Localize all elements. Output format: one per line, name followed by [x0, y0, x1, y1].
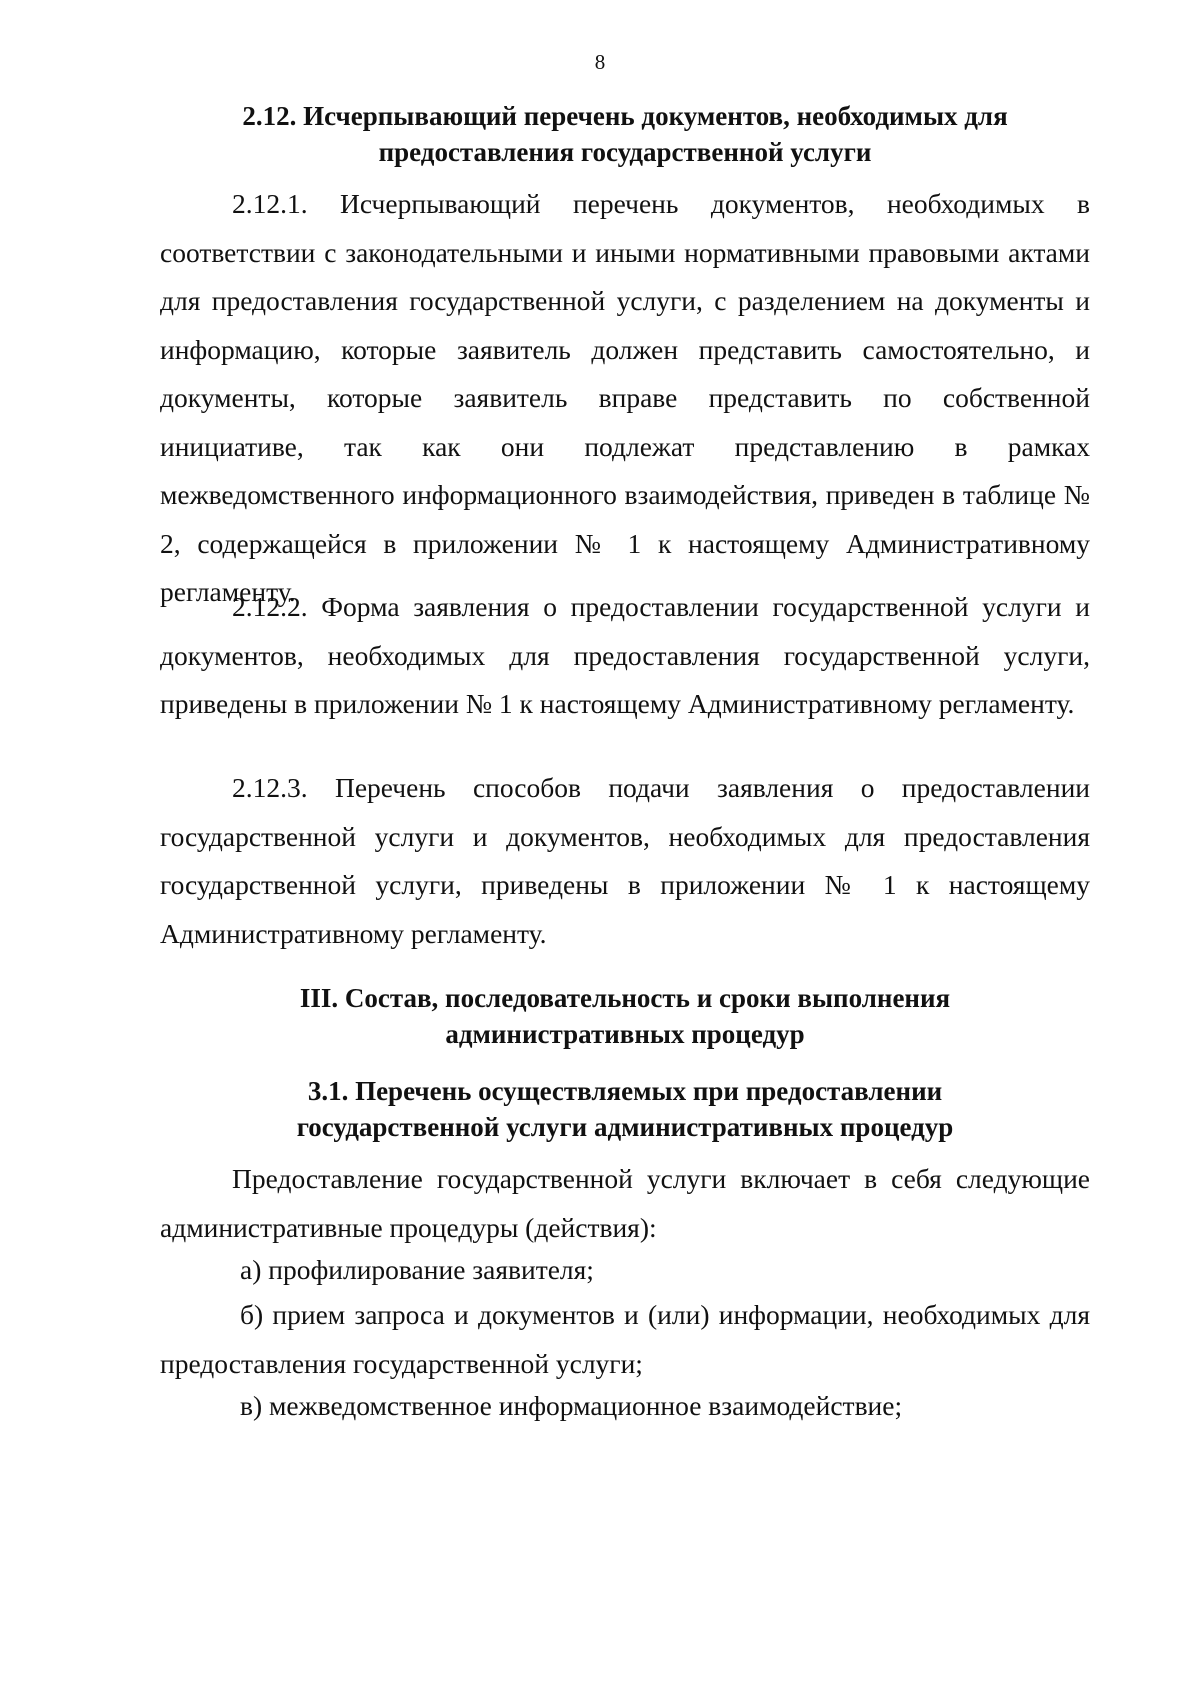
heading-line: государственной услуги административных процедур — [296, 1112, 954, 1142]
heading-line: предоставления государственной услуги — [378, 137, 872, 167]
section-3-1-heading — [160, 1073, 1090, 1145]
heading-line: административных процедур — [445, 1019, 805, 1049]
list-item: а) профилирование заявителя; — [240, 1254, 594, 1285]
paragraph-2-12-3: 2.12.3. Перечень способов подачи заявления о предоставлении государственной услуги и документов, необходимых для предоставления государственной услуги, приведены в приложении № 1 к настоящему Административному регламенту. — [160, 772, 1090, 949]
heading-line: 3.1. Перечень осуществляемых при предоставлении — [307, 1076, 943, 1106]
section-2-12-heading — [160, 98, 1090, 170]
page-number: 8 — [594, 50, 606, 74]
paragraph-2-12-2: 2.12.2. Форма заявления о предоставлении государственной услуги и документов, необходимых для предоставления государственной услуги, приведены в приложении № 1 к настоящему Административному регламенту. — [160, 591, 1090, 719]
list-item: б) прием запроса и документов и (или) информации, необходимых для предоставления государственной услуги; — [160, 1299, 1090, 1379]
list-item: в) межведомственное информационное взаимодействие; — [240, 1390, 903, 1421]
section-3-heading — [160, 980, 1090, 1052]
heading-line: III. Состав, последовательность и сроки выполнения — [299, 983, 951, 1013]
heading-line: 2.12. Исчерпывающий перечень документов, необходимых для — [242, 101, 1008, 131]
paragraph-3-1-intro: Предоставление государственной услуги включает в себя следующие административные процедуры (действия): — [160, 1163, 1090, 1243]
paragraph-2-12-1: 2.12.1. Исчерпывающий перечень документов, необходимых в соответствии с законодательными и иными нормативными правовыми актами для предоставления государственной услуги, с разделением на документы и информацию, которые заявитель должен представить самостоятельно, и документы, которые заявитель вправе представить по собственной инициативе, так как они подлежат представлению в рамках межведомственного информационного взаимодействия, приведен в таблице № 2, содержащейся в приложении № 1 к настоящему Административному регламенту. — [160, 188, 1090, 607]
